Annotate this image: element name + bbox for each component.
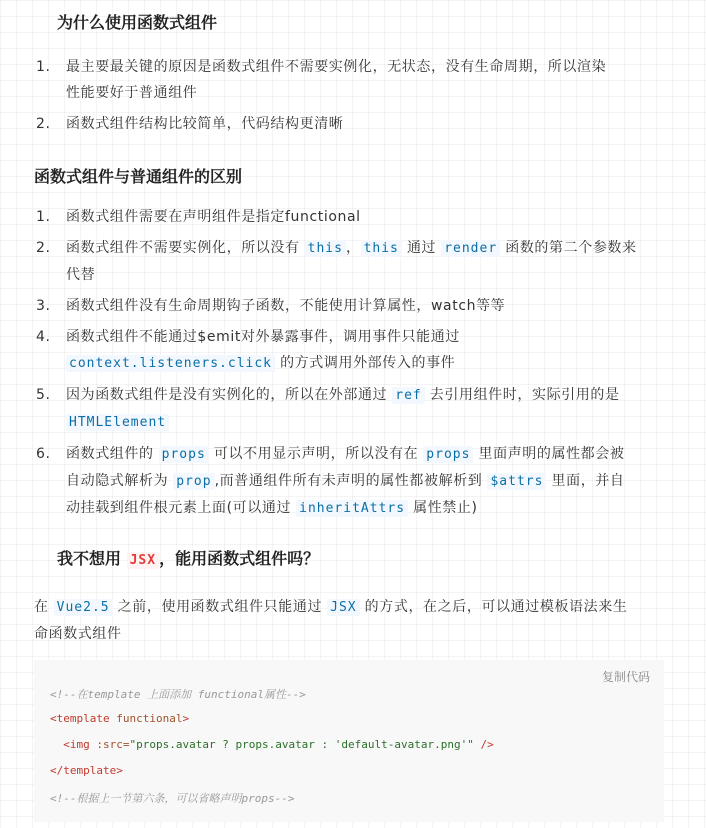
code-line: <template functional>: [50, 712, 190, 725]
list-item: 3. 函数式组件没有生命周期钩子函数，不能使用计算属性，watch等等: [36, 298, 506, 314]
inline-code: ref: [392, 387, 424, 404]
section-title-difference: 函数式组件与普通组件的区别: [34, 167, 243, 186]
code-line: <!--在template 上面添加 functional属性-->: [50, 688, 306, 701]
inline-code: props: [423, 446, 473, 463]
paragraph: 在 Vue2.5 之前，使用函数式组件只能通过 JSX 的方式，在之后，可以通过模板语法来生 命函数式组件: [34, 599, 628, 642]
inline-code: props: [159, 446, 209, 463]
section-title-no-jsx: 我不想用 JSX ，能用函数式组件吗？: [57, 549, 320, 568]
inline-code: inheritAttrs: [296, 500, 408, 517]
section-title-why: 为什么使用函数式组件: [57, 13, 218, 32]
list-item: 2. 函数式组件结构比较简单，代码结构更清晰: [36, 116, 344, 132]
list-item: 1. 最主要最关键的原因是函数式组件不需要实例化，无状态，没有生命周期，所以渲染 性能要好于普通组件: [36, 59, 607, 101]
difference-list: [36, 204, 666, 527]
inline-code: prop: [173, 473, 214, 490]
inline-code: context.listeners.click: [66, 355, 275, 372]
inline-code: JSX: [127, 552, 159, 569]
inline-code: this: [361, 240, 402, 257]
inline-code: Vue2.5: [54, 599, 113, 616]
code-line: <!--根据上一节第六条，可以省略声明props-->: [50, 792, 295, 805]
list-item: 1. 函数式组件需要在声明组件是指定functional: [36, 209, 361, 225]
inline-code: JSX: [327, 599, 359, 616]
code-block: [34, 660, 664, 822]
list-item: 4. 函数式组件不能通过$emit对外暴露事件，调用事件只能通过 context.listeners.click 的方式调用外部传入的事件: [36, 329, 460, 371]
code-line: </template>: [50, 764, 123, 777]
copy-code-button[interactable]: 复制代码: [601, 670, 650, 684]
why-list: [36, 54, 666, 142]
code-line: <img :src="props.avatar ? props.avatar : 'default-avatar.png'" />: [50, 738, 494, 751]
list-item: 2. 函数式组件不需要实例化，所以没有 this ， this 通过 render 函数的第二个参数来 代替: [36, 240, 637, 283]
list-item: 5. 因为函数式组件是没有实例化的，所以在外部通过 ref 去引用组件时，实际引用的是 HTMLElement: [36, 387, 620, 430]
inline-code: this: [305, 240, 346, 257]
inline-code: $attrs: [487, 473, 546, 490]
list-item: 6. 函数式组件的 props 可以不用显示声明，所以没有在 props 里面声明的属性都会被 自动隐式解析为 prop ,而普通组件所有未声明的属性都被解析到 $attrs 里面，并自 动挂载到组件根元素上面(可以通过 inheritAttrs 属性禁止): [36, 446, 625, 516]
inline-code: render: [441, 240, 500, 257]
inline-code: HTMLElement: [66, 414, 169, 431]
